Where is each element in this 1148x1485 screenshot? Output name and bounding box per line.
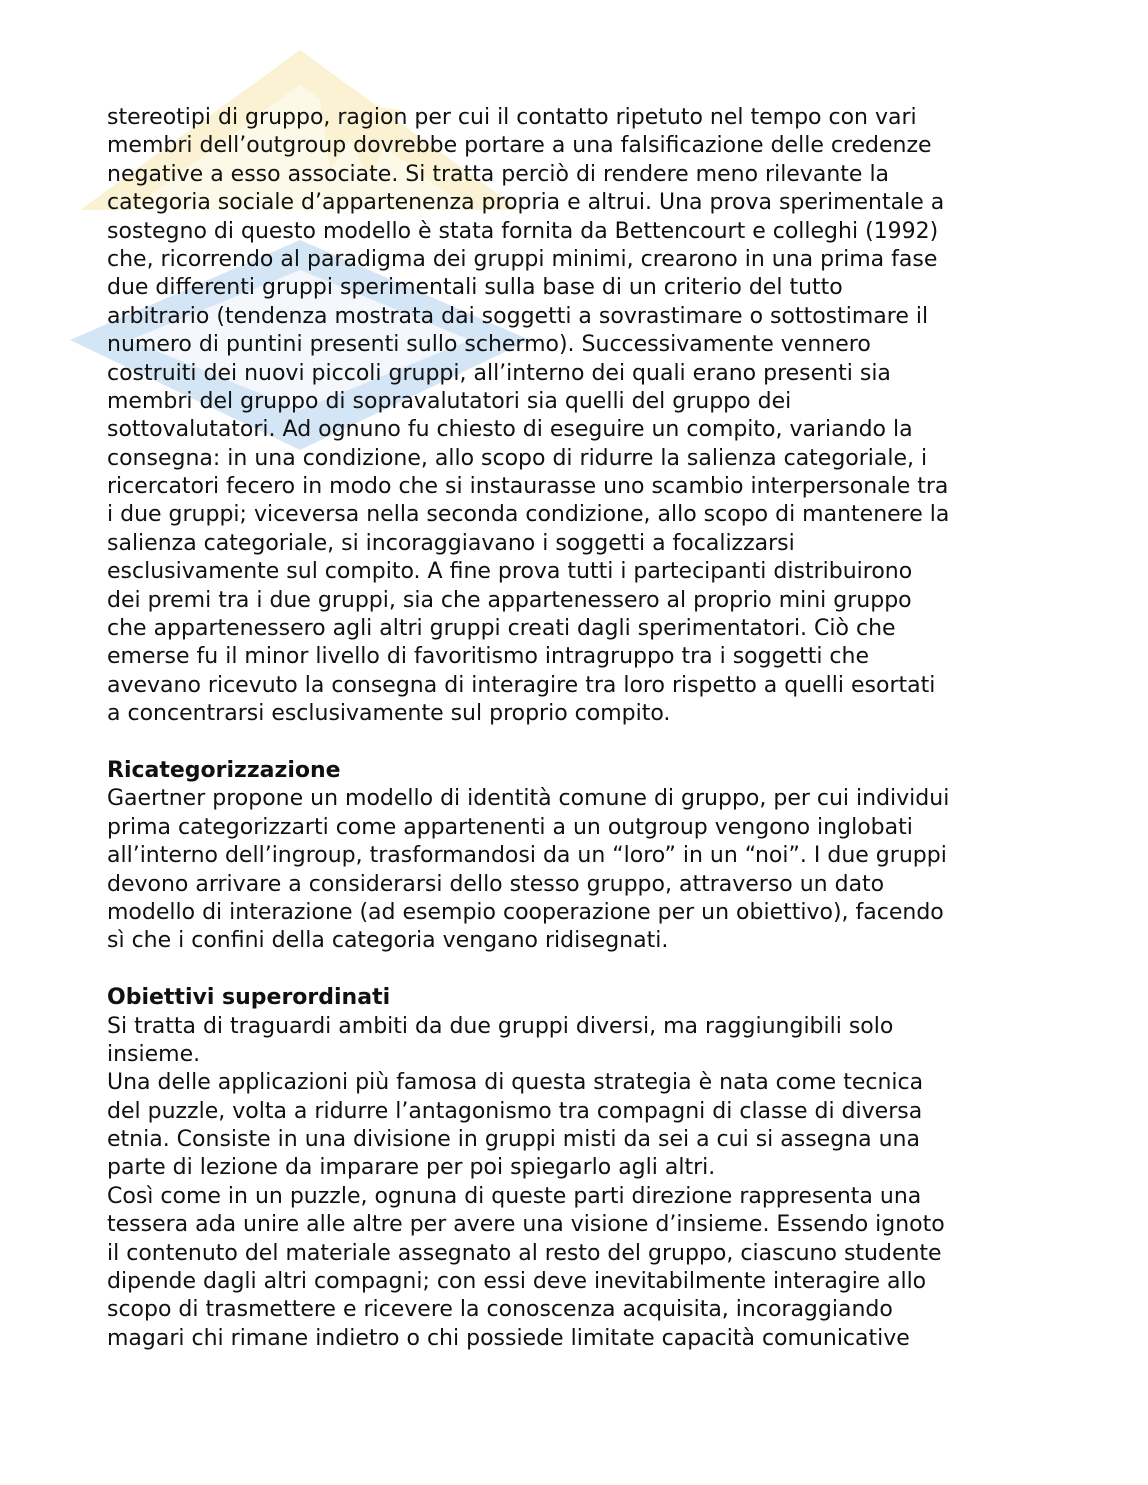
text-line: arbitrario (tendenza mostrata dai soggetti a sovrastimare o sottostimare il: [107, 303, 929, 329]
text-line: Una delle applicazioni più famosa di questa strategia è nata come tecnica: [107, 1070, 924, 1096]
text-line: Gaertner propone un modello di identità comune di gruppo, per cui individui: [107, 786, 950, 812]
section-heading: Obiettivi superordinati: [107, 985, 391, 1011]
text-line: consegna: in una condizione, allo scopo di ridurre la salienza categoriale, i: [107, 445, 928, 471]
text-line: Si tratta di traguardi ambiti da due gruppi diversi, ma raggiungibili solo: [107, 1013, 894, 1039]
text-line: del puzzle, volta a ridurre l’antagonismo tra compagni di classe di diversa: [107, 1098, 923, 1124]
text-line: i due gruppi; viceversa nella seconda condizione, allo scopo di mantenere la: [107, 502, 950, 528]
text-line: membri dell’outgroup dovrebbe portare a una falsificazione delle credenze: [107, 133, 932, 159]
text-line: etnia. Consiste in una divisione in gruppi misti da sei a cui si assegna una: [107, 1127, 920, 1153]
text-line: il contenuto del materiale assegnato al resto del gruppo, ciascuno studente: [107, 1240, 942, 1266]
text-line: salienza categoriale, si incoraggiavano i soggetti a focalizzarsi: [107, 530, 795, 556]
text-line: all’interno dell’ingroup, trasformandosi da un “loro” in un “noi”. I due gruppi: [107, 843, 947, 869]
text-line: sì che i confini della categoria vengano ridisegnati.: [107, 928, 669, 954]
text-line: sottovalutatori. Ad ognuno fu chiesto di eseguire un compito, variando la: [107, 417, 913, 443]
text-line: che, ricorrendo al paradigma dei gruppi minimi, crearono in una prima fase: [107, 246, 938, 272]
text-line: scopo di trasmettere e ricevere la conoscenza acquisita, incoraggiando: [107, 1297, 893, 1323]
text-line: a concentrarsi esclusivamente sul proprio compito.: [107, 701, 671, 727]
text-line: emerse fu il minor livello di favoritismo intragruppo tra i soggetti che: [107, 644, 870, 670]
text-line: due differenti gruppi sperimentali sulla base di un criterio del tutto: [107, 275, 843, 301]
text-line: numero di puntini presenti sullo schermo). Successivamente vennero: [107, 332, 871, 358]
text-line: categoria sociale d’appartenenza propria e altrui. Una prova sperimentale a: [107, 190, 945, 216]
text-line: che appartenessero agli altri gruppi creati dagli sperimentatori. Ciò che: [107, 616, 896, 642]
paragraph-gap: [107, 729, 1067, 757]
text-line: tessera ada unire alle altre per avere una visione d’insieme. Essendo ignoto: [107, 1212, 945, 1238]
text-line: avevano ricevuto la consegna di interagire tra loro rispetto a quelli esortati: [107, 672, 936, 698]
text-line: membri del gruppo di sopravalutatori sia quelli del gruppo dei: [107, 388, 792, 414]
text-line: modello di interazione (ad esempio cooperazione per un obiettivo), facendo: [107, 899, 944, 925]
section-contact-text: [107, 104, 1067, 729]
text-line: stereotipi di gruppo, ragion per cui il contatto ripetuto nel tempo con vari: [107, 105, 917, 130]
text-line: dipende dagli altri compagni; con essi deve inevitabilmente interagire allo: [107, 1269, 927, 1295]
section-obiettivi-superordinati: [107, 984, 1067, 1353]
text-line: magari chi rimane indietro o chi possiede limitate capacità comunicative: [107, 1325, 910, 1351]
text-line: negative a esso associate. Si tratta perciò di rendere meno rilevante la: [107, 161, 890, 187]
text-line: costruiti dei nuovi piccoli gruppi, all’interno dei quali erano presenti sia: [107, 360, 891, 386]
text-line: devono arrivare a considerarsi dello stesso gruppo, attraverso un dato: [107, 871, 885, 897]
text-line: ricercatori fecero in modo che si instaurasse uno scambio interpersonale tra: [107, 474, 949, 500]
text-line: parte di lezione da imparare per poi spiegarlo agli altri.: [107, 1155, 716, 1181]
document-page: [107, 104, 1067, 1353]
text-line: insieme.: [107, 1041, 201, 1067]
text-line: esclusivamente sul compito. A fine prova tutti i partecipanti distribuirono: [107, 559, 913, 585]
section-heading: Ricategorizzazione: [107, 757, 341, 783]
text-line: dei premi tra i due gruppi, sia che appartenessero al proprio mini gruppo: [107, 587, 912, 613]
text-line: sostegno di questo modello è stata fornita da Bettencourt e colleghi (1992): [107, 218, 939, 244]
section-ricategorizzazione: [107, 757, 1067, 956]
paragraph-gap: [107, 956, 1067, 984]
text-line: Così come in un puzzle, ognuna di queste parti direzione rappresenta una: [107, 1183, 922, 1209]
text-line: prima categorizzarti come appartenenti a un outgroup vengono inglobati: [107, 814, 913, 840]
